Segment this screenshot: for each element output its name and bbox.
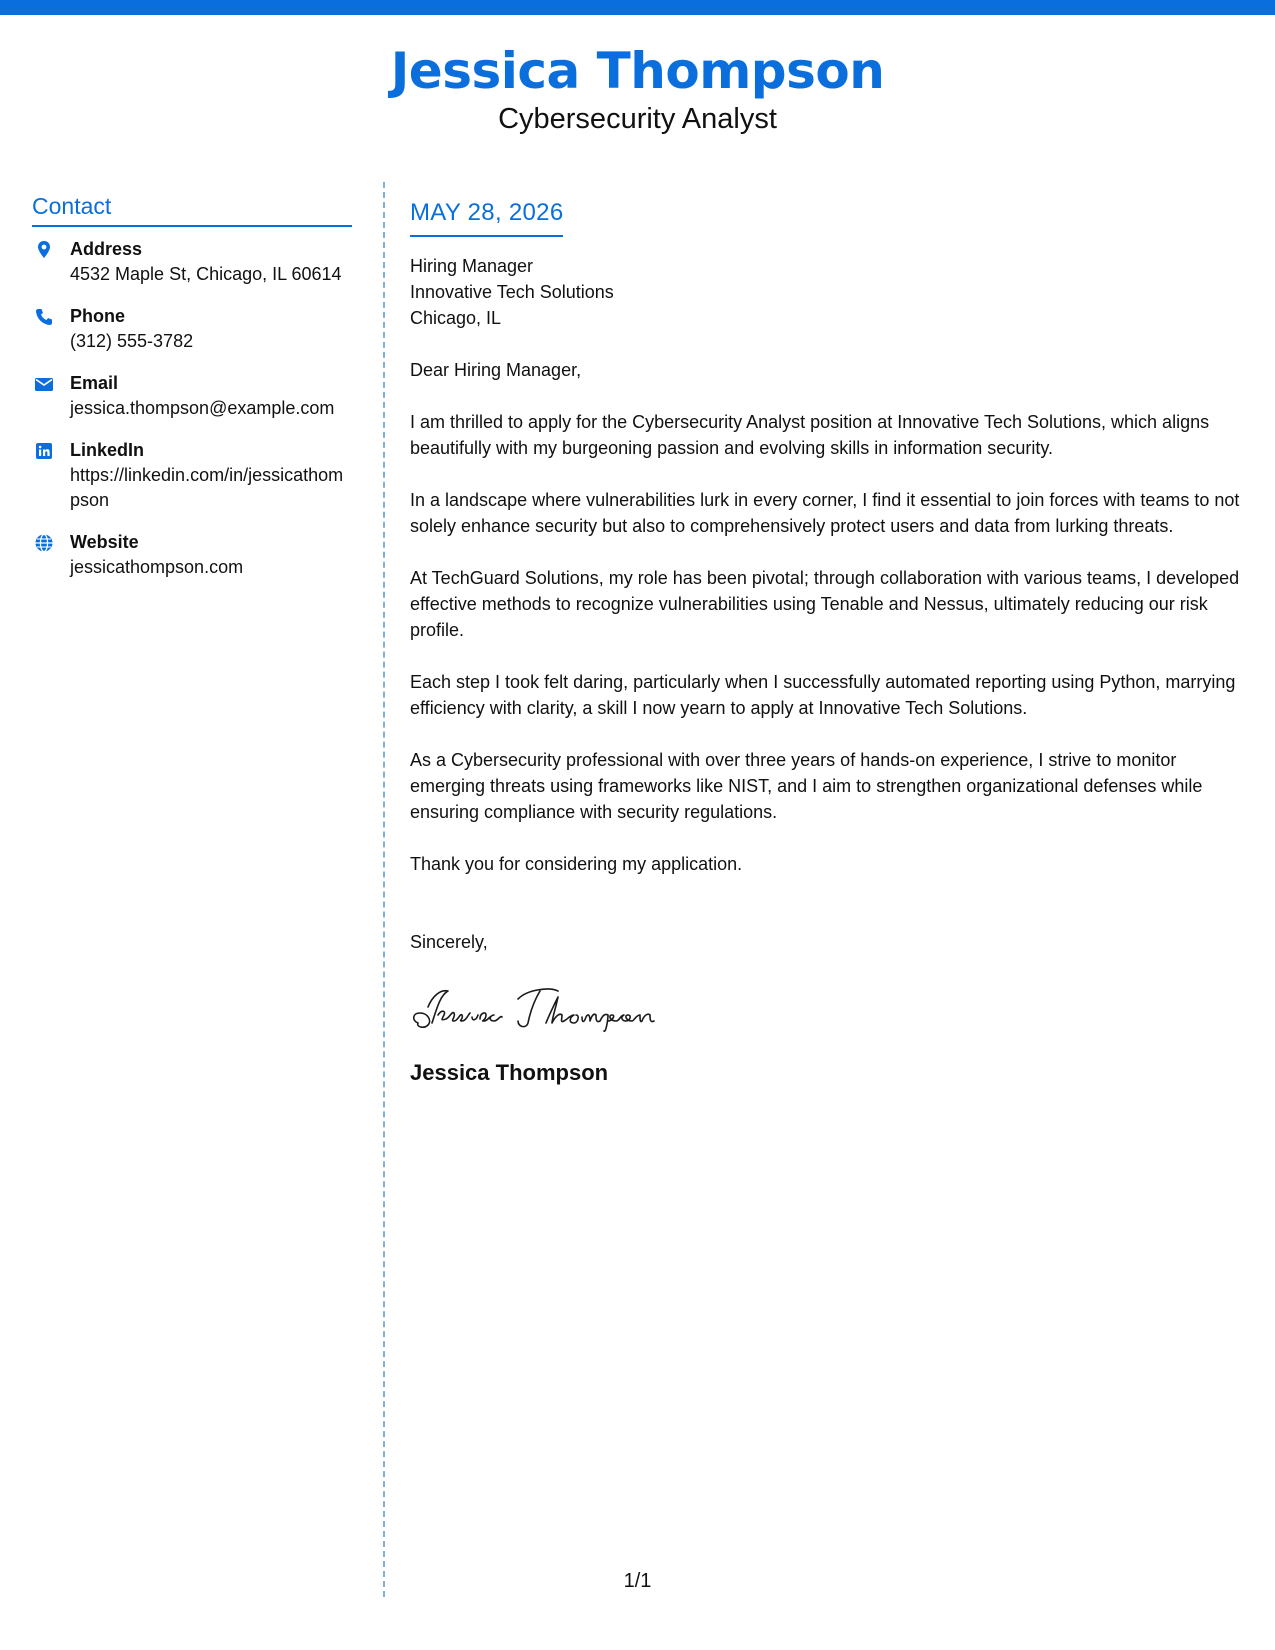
letter-paragraph: As a Cybersecurity professional with over three years of hands-on experience, I strive to monitor emerging threats using frameworks like NIST, and I aim to strengthen organizational defenses while ensuring compliance with security regulations. xyxy=(410,750,1203,822)
letter-paragraph: Each step I took felt daring, particularly when I successfully automated reporting using Python, marrying efficiency with clarity, a skill I now yearn to apply at Innovative Tech Solutions. xyxy=(410,672,1236,718)
phone-icon xyxy=(34,307,54,327)
document-header xyxy=(0,40,1275,136)
globe-icon xyxy=(34,533,54,553)
contact-label: LinkedIn xyxy=(70,440,145,460)
recipient-line: Hiring Manager xyxy=(410,256,534,276)
page-number: 1/1 xyxy=(623,1570,652,1592)
contact-item-phone xyxy=(32,304,352,354)
contact-value: 4532 Maple St, Chicago, IL 60614 xyxy=(70,264,342,284)
contact-item-linkedin xyxy=(32,438,352,513)
envelope-icon xyxy=(34,374,54,394)
linkedin-icon xyxy=(34,441,54,461)
contact-label: Phone xyxy=(70,306,126,326)
letter-paragraph: At TechGuard Solutions, my role has been pivotal; through collaboration with various teams, I developed effective methods to recognize vulnerabilities using Tenable and Nessus, ultimately reducing our risk profile. xyxy=(410,568,1240,640)
top-accent-bar xyxy=(0,0,1275,15)
applicant-name: Jessica Thompson xyxy=(390,42,885,100)
contact-sidebar xyxy=(32,190,352,597)
recipient-line: Innovative Tech Solutions xyxy=(410,282,614,302)
contact-value: (312) 555-3782 xyxy=(70,331,194,351)
salutation: Dear Hiring Manager, xyxy=(410,360,582,380)
letter-date: MAY 28, 2026 xyxy=(410,196,563,237)
contact-value: jessicathompson.com xyxy=(70,557,244,577)
letter-paragraph: In a landscape where vulnerabilities lurk in every corner, I find it essential to join forces with teams to not solely enhance security but also to comprehensively protect users and data from lurking threats. xyxy=(410,490,1240,536)
contact-label: Address xyxy=(70,239,143,259)
letter-paragraph: I am thrilled to apply for the Cybersecurity Analyst position at Innovative Tech Solutions, which aligns beautifully with my burgeoning passion and evolving skills in information security. xyxy=(410,412,1210,458)
contact-heading: Contact xyxy=(32,190,352,227)
location-pin-icon xyxy=(34,240,54,260)
signer-name: Jessica Thompson xyxy=(410,1060,609,1085)
handwritten-signature xyxy=(410,977,680,1033)
contact-label: Email xyxy=(70,373,119,393)
contact-item-address xyxy=(32,237,352,287)
recipient-line: Chicago, IL xyxy=(410,308,502,328)
recipient-block xyxy=(410,253,1250,331)
letter-paragraph: Thank you for considering my application. xyxy=(410,854,743,874)
contact-value: https://linkedin.com/in/jessicathompson xyxy=(70,465,344,510)
contact-item-website xyxy=(32,530,352,580)
contact-value: jessica.thompson@example.com xyxy=(70,398,335,418)
contact-label: Website xyxy=(70,532,139,552)
letter-body xyxy=(410,196,1250,1088)
closing: Sincerely, xyxy=(410,932,488,952)
contact-item-email xyxy=(32,371,352,421)
column-divider xyxy=(383,182,385,1597)
applicant-title: Cybersecurity Analyst xyxy=(498,103,777,135)
